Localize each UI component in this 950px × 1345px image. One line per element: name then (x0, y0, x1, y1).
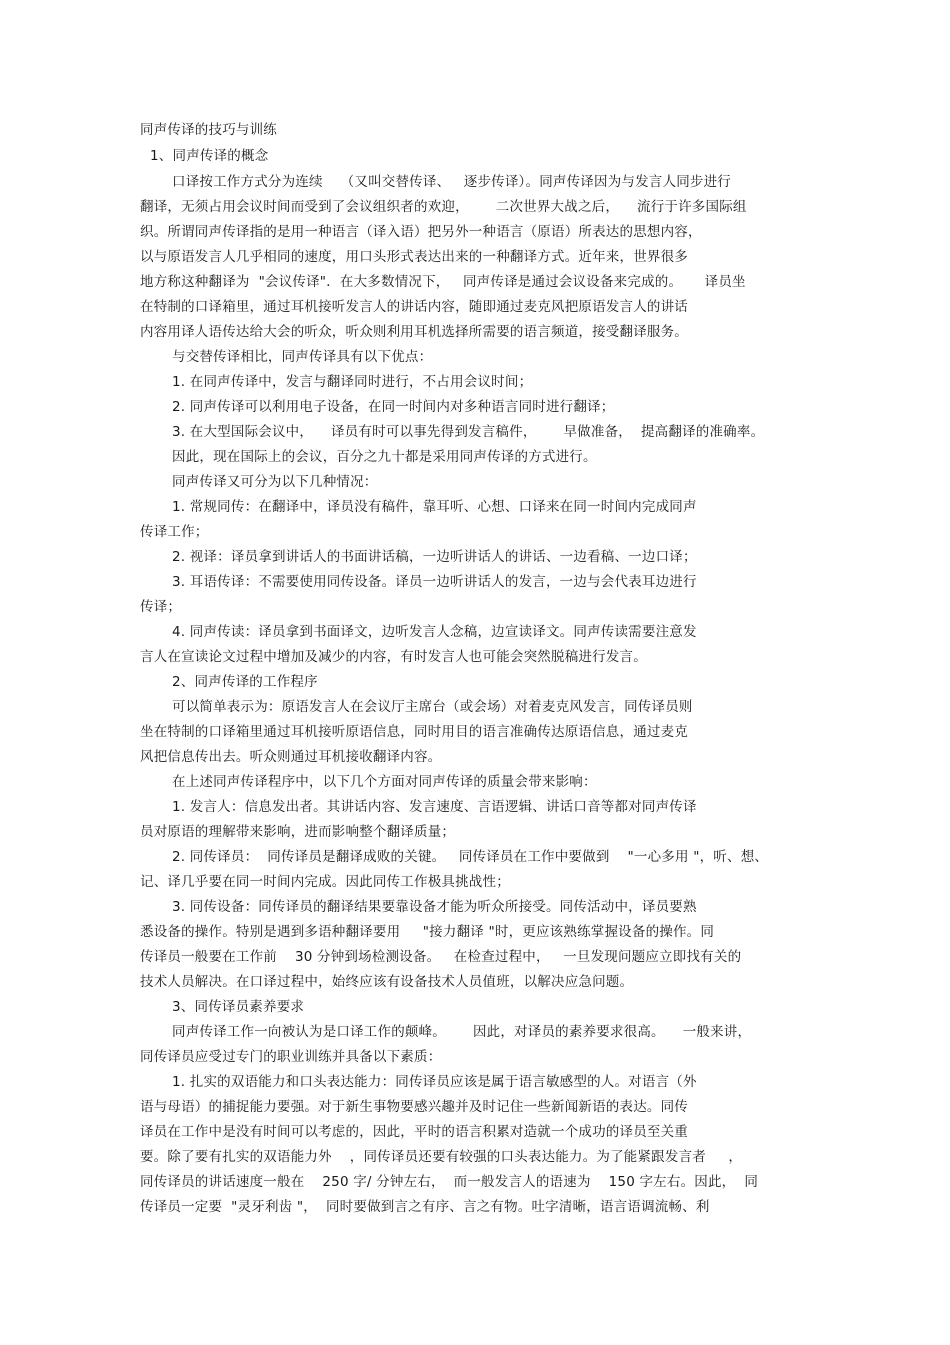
paragraph-line: 要。除了要有扎实的双语能力外 ，同传译员还要有较强的口头表达能力。为了能紧跟发言者 ， (140, 1149, 743, 1165)
paragraph-line: 译员在工作中是没有时间可以考虑的，因此，平时的语言积累对造就一个成功的译员至关重 (140, 1124, 688, 1140)
paragraph-line: 地方称这种翻译为 "会议传译"．在大多数情况下， 同声传译是通过会议设备来完成的。 译员坐 (140, 274, 746, 290)
paragraph-line: 在上述同声传译程序中，以下几个方面对同声传译的质量会带来影响： (172, 774, 597, 790)
paragraph-line: 同声传译工作一向被认为是口译工作的颠峰。 因此，对译员的素养要求很高。 一般来讲， (172, 1024, 752, 1040)
paragraph-line: 以与原语发言人几乎相同的速度，用口头形式表达出来的一种翻译方式。近年来，世界很多 (140, 249, 688, 265)
paragraph-line: 同传译员的讲话速度一般在 250 字/ 分钟左右， 而一般发言人的语速为 150 字左右。因此， 同 (140, 1174, 759, 1190)
paragraph-line: 同声传译又可分为以下几种情况： (172, 474, 378, 490)
paragraph-line: 员对原语的理解带来影响，进而影响整个翻译质量； (140, 824, 456, 840)
paragraph-line: 与交替传译相比，同声传译具有以下优点： (172, 349, 433, 365)
list-item: 3. 耳语传译：不需要使用同传设备。译员一边听讲话人的发言，一边与会代表耳边进行 (172, 574, 697, 590)
list-item: 2. 同声传译可以利用电子设备，在同一时间内对多种语言同时进行翻译； (172, 399, 615, 415)
paragraph-line: 传译员一般要在工作前 30 分钟到场检测设备。 在检查过程中， 一旦发现问题应立即找有关的 (140, 949, 742, 965)
list-item: 1. 在同声传译中，发言与翻译同时进行，不占用会议时间； (172, 374, 533, 390)
paragraph-line: 技术人员解决。在口译过程中，始终应该有设备技术人员值班，以解决应急问题。 (140, 974, 634, 990)
paragraph-line: 语与母语）的捕捉能力要强。对于新生事物要感兴趣并及时记住一些新闻新语的表达。同传 (140, 1099, 688, 1115)
paragraph-line: 在特制的口译箱里，通过耳机接听发言人的讲话内容，随即通过麦克风把原语发言人的讲话 (140, 299, 688, 315)
paragraph-line: 坐在特制的口译箱里通过耳机接听原语信息，同时用目的语言准确传达原语信息，通过麦克 (140, 724, 688, 740)
list-item: 2. 视译：译员拿到讲话人的书面讲话稿，一边听讲话人的讲话、一边看稿、一边口译； (172, 549, 697, 565)
paragraph-line: 悉设备的操作。特别是遇到多语种翻译要用 "接力翻译 "时，更应该熟练掌握设备的操作。同 (140, 924, 715, 940)
paragraph-line: 记、译几乎要在同一时间内完成。因此同传工作极具挑战性； (140, 874, 510, 890)
section-heading-3: 3、同传译员素养要求 (172, 999, 305, 1015)
paragraph-line: 传译工作； (140, 524, 209, 540)
paragraph-line: 内容用译人语传达给大会的听众，听众则利用耳机选择所需要的语言频道，接受翻译服务。 (140, 324, 688, 340)
paragraph-line: 传译； (140, 599, 182, 615)
paragraph-line: 织。所谓同声传译指的是用一种语言（译入语）把另外一种语言（原语）所表达的思想内容， (140, 224, 702, 240)
paragraph-line: 因此，现在国际上的会议，百分之九十都是采用同声传译的方式进行。 (172, 449, 597, 465)
list-item: 4. 同声传读：译员拿到书面译文，边听发言人念稿，边宣读译文。同声传读需要注意发 (172, 624, 697, 640)
section-heading-2: 2、同声传译的工作程序 (172, 674, 318, 690)
section-heading-1: 1、同声传译的概念 (150, 148, 269, 164)
paragraph-line: 可以简单表示为：原语发言人在会议厅主席台（或会场）对着麦克风发言，同传译员则 (172, 699, 693, 715)
list-item: 1. 常规同传：在翻译中，译员没有稿件，靠耳听、心想、口译来在同一时间内完成同声 (172, 499, 697, 515)
paragraph-line: 传译员一定要 "灵牙利齿 "， 同时要做到言之有序、言之有物。吐字清晰，语言语调流畅、利 (140, 1199, 710, 1215)
list-item: 3. 在大型国际会议中， 译员有时可以事先得到发言稿件， 早做准备， 提高翻译的准确率。 (172, 424, 765, 440)
list-item: 1. 扎实的双语能力和口头表达能力：同传译员应该是属于语言敏感型的人。对语言（外 (172, 1074, 697, 1090)
document-title: 同声传译的技巧与训练 (140, 122, 277, 138)
paragraph-line: 口译按工作方式分为连续 （又叫交替传译、 逐步传译）。同声传译因为与发言人同步进行 (172, 174, 731, 190)
list-item: 3. 同传设备：同传译员的翻译结果要靠设备才能为听众所接受。同传活动中，译员要熟 (172, 899, 697, 915)
paragraph-line: 言人在宣读论文过程中增加及减少的内容，有时发言人也可能会突然脱稿进行发言。 (140, 649, 647, 665)
list-item: 1. 发言人：信息发出者。其讲话内容、发言速度、言语逻辑、讲话口音等都对同声传译 (172, 799, 697, 815)
paragraph-line: 风把信息传出去。听众则通过耳机接收翻译内容。 (140, 749, 442, 765)
paragraph-line: 翻译，无须占用会议时间而受到了会议组织者的欢迎， 二次世界大战之后， 流行于许多国际组 (140, 199, 747, 215)
list-item: 2. 同传译员： 同传译员是翻译成败的关键。 同传译员在工作中要做到 "一心多用 "，听、想、 (172, 849, 769, 865)
paragraph-line: 同传译员应受过专门的职业训练并具备以下素质： (140, 1049, 442, 1065)
